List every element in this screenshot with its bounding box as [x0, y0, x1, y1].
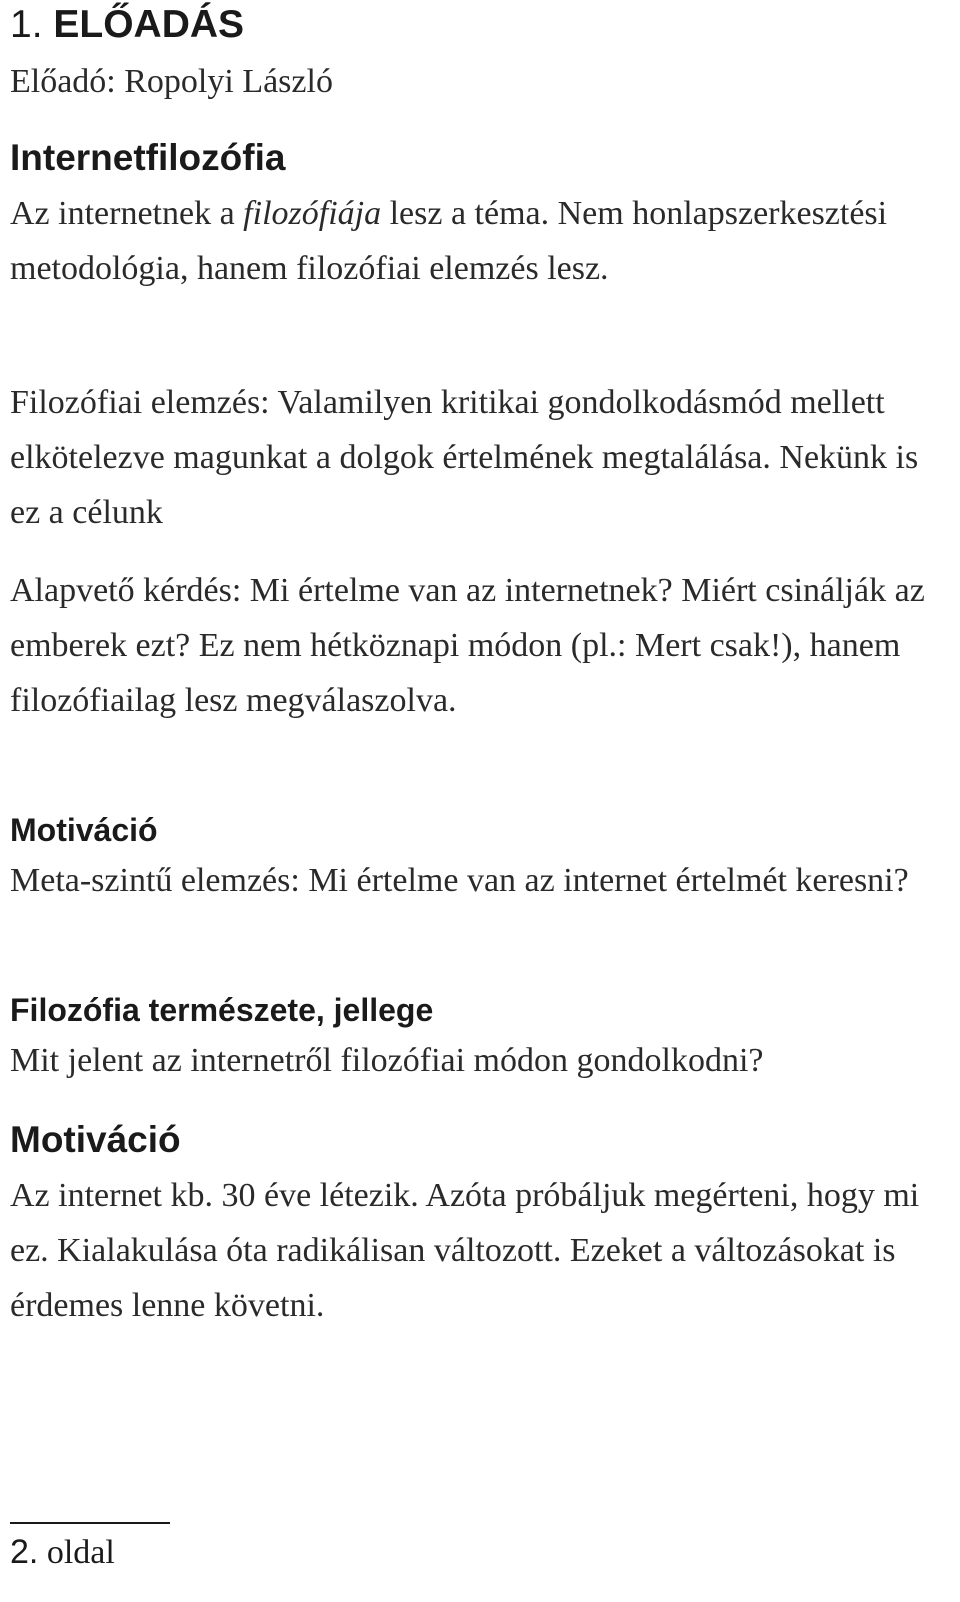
- presenter-line: Előadó: Ropolyi László: [10, 63, 333, 100]
- page-label: oldal: [38, 1534, 115, 1571]
- paragraph-intro-end: lesz a téma. Nem honlapszerkesztési metodológia, hanem filozófiai elemzés lesz.: [10, 195, 888, 287]
- page-footer: [10, 1530, 115, 1575]
- lecture-number: 1.: [10, 3, 43, 46]
- paragraph-basic-question: Alapvető kérdés: Mi értelme van az internetnek? Miért csinálják az emberek ezt? Ez nem hétköznapi módon (pl.: Mert csak!), hanem filozófiailag lesz megválaszolva.: [10, 572, 925, 719]
- paragraph-internet-history: Az internet kb. 30 éve létezik. Azóta próbáljuk megérteni, hogy mi ez. Kialakulása óta radikálisan változott. Ezeket a változásokat is érdemes lenne követni.: [10, 1177, 920, 1324]
- lecture-title-text: ELŐADÁS: [53, 3, 245, 46]
- section-heading-motivacio-1: Motiváció: [10, 812, 158, 848]
- lecture-title: [10, 2, 244, 48]
- paragraph-intro-start: Az internetnek a: [10, 195, 244, 232]
- paragraph-meta-analysis: Meta-szintű elemzés: Mi értelme van az internet értelmét keresni?: [10, 862, 909, 899]
- paragraph-philosophical-thinking: Mit jelent az internetről filozófiai módon gondolkodni?: [10, 1042, 764, 1079]
- footer-divider: [10, 1522, 170, 1524]
- section-heading-motivacio-2: Motiváció: [10, 1119, 181, 1160]
- page-number: 2.: [10, 1533, 39, 1571]
- paragraph-intro-italic: filozófiája: [243, 195, 382, 232]
- paragraph-intro: [10, 186, 950, 296]
- paragraph-philosophical-analysis: Filozófiai elemzés: Valamilyen kritikai gondolkodásmód mellett elkötelezve magunkat a dolgok értelmének megtalálása. Nekünk is ez a célunk: [10, 384, 919, 531]
- section-heading-internetfilozofia: Internetfilozófia: [10, 137, 286, 178]
- section-heading-filozofia-termeszete: Filozófia természete, jellege: [10, 992, 434, 1028]
